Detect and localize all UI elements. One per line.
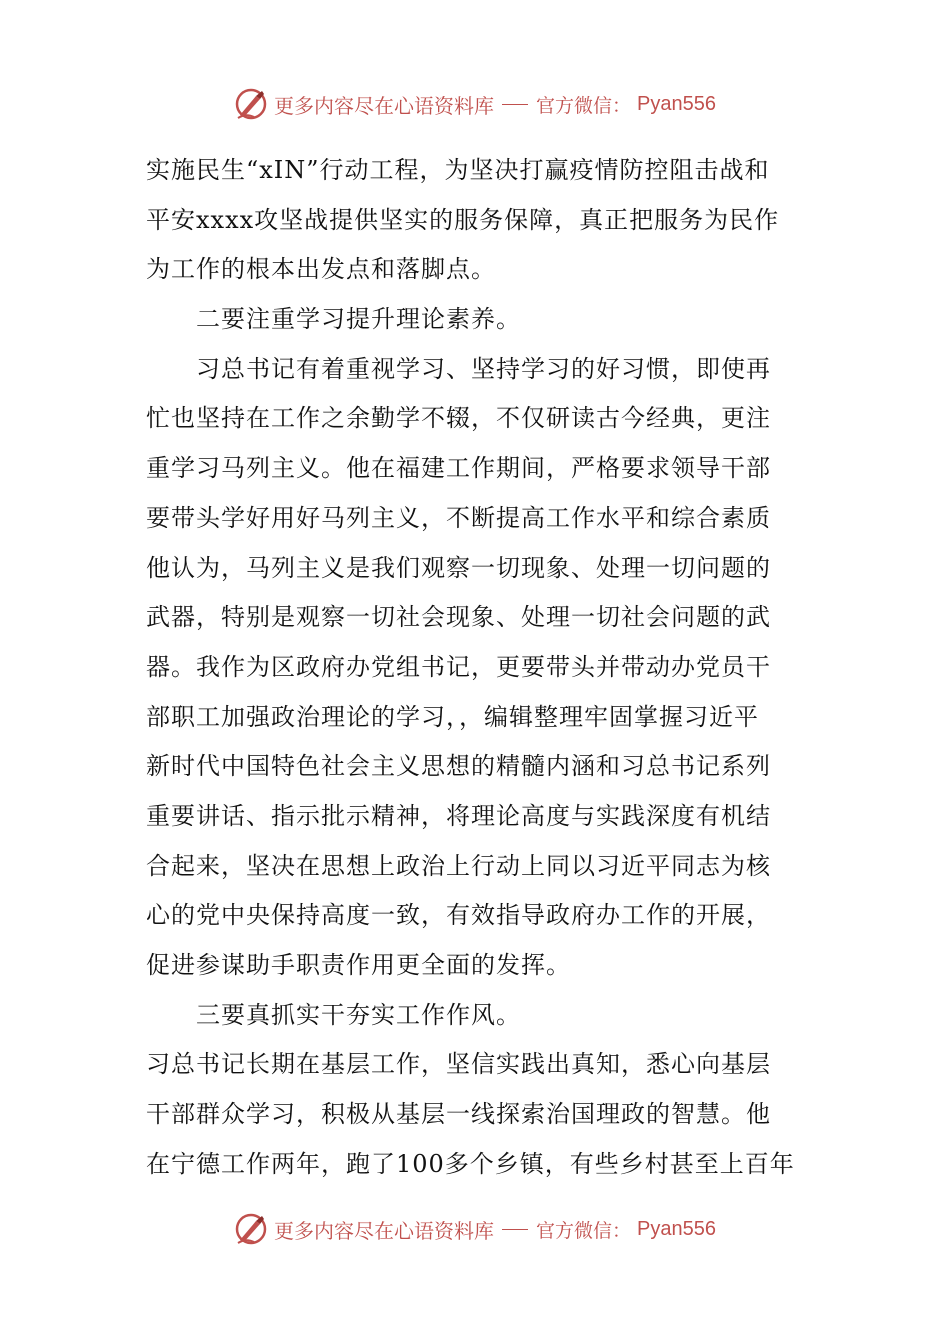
document-body xyxy=(146,146,806,1189)
text-line: 新时代中国特色社会主义思想的精髓内涵和习总书记系列 xyxy=(146,752,771,781)
separator-dash xyxy=(502,104,528,105)
text-line: 重要讲话、指示批示精神，将理论高度与实践深度有机结 xyxy=(146,801,771,830)
text-line: 实施民生“xIN”行动工程，为坚决打赢疫情防控阻击战和 xyxy=(146,156,770,184)
header-banner xyxy=(0,84,950,124)
text-line: 促进参谋助手职责作用更全面的发挥。 xyxy=(146,951,571,979)
text-line: 平安xxxx攻坚战提供坚实的服务保障，真正把服务为民作 xyxy=(146,205,780,234)
text-line: 合起来，坚决在思想上政治上行动上同以习近平同志为核 xyxy=(146,851,771,880)
text-line: 为工作的根本出发点和落脚点。 xyxy=(146,255,496,284)
text-line: 习总书记有着重视学习、坚持学习的好习惯，即使再 xyxy=(196,354,771,383)
text-line: 武器，特别是观察一切社会现象、处理一切社会问题的武 xyxy=(146,603,771,632)
separator-dash xyxy=(502,1229,528,1230)
section-heading: 二要注重学习提升理论素养。 xyxy=(196,305,521,334)
text-line: 重学习马列主义。他在福建工作期间，严格要求领导干部 xyxy=(146,454,771,483)
pen-logo-icon xyxy=(234,87,268,121)
wechat-id: Pyan556 xyxy=(637,92,716,115)
text-line: 器。我作为区政府办党组书记，更要带头并带动办党员干 xyxy=(146,652,771,681)
text-line: 干部群众学习，积极从基层一线探索治国理政的智慧。他 xyxy=(146,1100,771,1129)
text-line: 他认为，马列主义是我们观察一切现象、处理一切问题的 xyxy=(146,553,771,582)
text-line: 要带头学好用好马列主义，不断提高工作水平和综合素质 xyxy=(146,503,771,532)
wechat-label: 官方微信： xyxy=(536,1219,632,1242)
text-line: 心的党中央保持高度一致，有效指导政府办工作的开展， xyxy=(146,901,771,930)
text-line: 在宁德工作两年，跑了100多个乡镇，有些乡村甚至上百年 xyxy=(146,1149,795,1178)
text-line: 习总书记长期在基层工作，坚信实践出真知，悉心向基层 xyxy=(146,1050,771,1079)
text-line: 部职工加强政治理论的学习，，编辑整理牢固掌握习近平 xyxy=(146,702,759,731)
wechat-id: Pyan556 xyxy=(637,1217,716,1240)
section-heading: 三要真抓实干夯实工作作风。 xyxy=(196,1000,521,1029)
brand-text: 更多内容尽在心语资料库 xyxy=(274,1218,494,1243)
brand-text: 更多内容尽在心语资料库 xyxy=(274,93,494,118)
text-line: 忙也坚持在工作之余勤学不辍，不仅研读古今经典，更注 xyxy=(146,404,771,433)
pen-logo-icon xyxy=(234,1212,268,1246)
footer-banner xyxy=(0,1209,950,1249)
wechat-label: 官方微信： xyxy=(536,94,632,117)
